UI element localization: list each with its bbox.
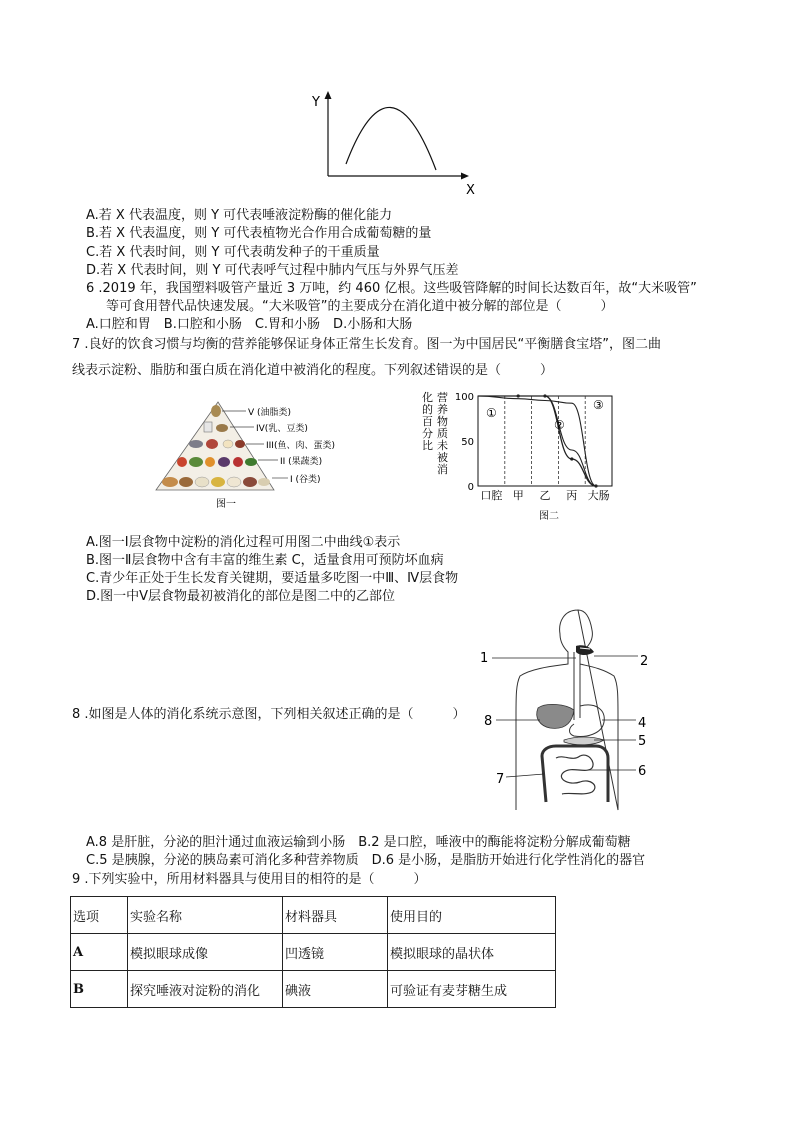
q8-options-line2: C.5 是胰腺，分泌的胰岛素可消化多种营养物质 D.6 是小肠，是脂肪开始进行化学性消化的器官 — [86, 853, 646, 868]
milk-icon — [204, 422, 212, 432]
series-3-point — [543, 394, 546, 397]
label-line-7 — [506, 774, 544, 777]
pyramid-level-iii: III(鱼、肉、蛋类) — [266, 441, 335, 451]
row-b-experiment: 探究唾液对淀粉的消化 — [128, 971, 283, 1008]
tomato-icon — [177, 457, 187, 467]
label-2: 2 — [640, 654, 649, 669]
header-purpose: 使用目的 — [388, 897, 556, 934]
food-pyramid-figure — [150, 398, 360, 514]
small-intestine — [556, 755, 595, 794]
y-axis-label: Y — [312, 95, 320, 110]
esophagus — [574, 652, 580, 720]
q7-option-d: D.图一中Ⅴ层食物最初被消化的部位是图二中的乙部位 — [86, 589, 396, 604]
corn-icon — [211, 477, 225, 487]
y-tick-label: 50 — [461, 437, 474, 448]
q5-option-c: C.若 X 代表时间，则 Y 可代表萌发种子的干重质量 — [86, 245, 380, 260]
q6-stem-line2: 等可食用替代品快速发展。“大米吸管”的主要成分在消化道中被分解的部位是（ ） — [106, 299, 614, 314]
figure1-caption: 图一 — [216, 499, 236, 510]
plot-frame — [478, 396, 612, 486]
series-3-point — [594, 484, 597, 487]
x-axis-label: X — [466, 183, 475, 198]
pyramid-level-iv: IV(乳、豆类) — [256, 424, 308, 434]
sweet-potato-icon — [243, 477, 257, 487]
bread-icon — [162, 477, 178, 487]
row-a-purpose: 模拟眼球的晶状体 — [388, 934, 556, 971]
q7-option-b: B.图一Ⅱ层食物中含有丰富的维生素 C，适量食用可预防坏血病 — [86, 553, 444, 568]
pyramid-level-ii: II (果蔬类) — [280, 457, 323, 467]
q8-options-line1: A.8 是肝脏，分泌的胆汁通过血液运输到小肠 B.2 是口腔，唾液中的酶能将淀粉分解成葡萄糖 — [86, 835, 631, 850]
egg-icon — [223, 440, 233, 448]
label-7: 7 — [496, 772, 505, 787]
label-4: 4 — [638, 716, 647, 731]
apple-icon — [233, 457, 243, 467]
x-category-label: 大肠 — [587, 489, 610, 502]
y-label-col-1: 化的百分比 — [422, 391, 433, 452]
pyramid-level-i: I (谷类) — [290, 475, 321, 485]
table-row — [71, 934, 556, 971]
row-a-materials: 凹透镜 — [283, 934, 388, 971]
y-axis-arrow — [325, 91, 332, 99]
y-axis-label — [422, 390, 448, 476]
row-b-purpose: 可验证有麦芽糖生成 — [388, 971, 556, 1008]
bun-icon — [227, 477, 241, 487]
pyramid-level-v: V (油脂类) — [248, 408, 292, 418]
row-b-materials: 碘液 — [283, 971, 388, 1008]
table-row — [71, 971, 556, 1008]
header-materials: 材料器具 — [283, 897, 388, 934]
q7-stem-line1: 7 .良好的饮食习惯与均衡的营养能够保证身体正常生长发育。图一为中国居民“平衡膳食宝塔”，图二曲 — [72, 337, 662, 352]
series-3-point — [517, 394, 520, 397]
orange-icon — [205, 457, 215, 467]
figure2-caption: 图二 — [539, 511, 559, 522]
label-1: 1 — [480, 651, 489, 666]
q5-option-a: A.若 X 代表温度，则 Y 可代表唾液淀粉酶的催化能力 — [86, 208, 393, 223]
row-b-option: B — [71, 971, 128, 1008]
series-label-1: ① — [486, 406, 497, 420]
pepper-icon — [245, 458, 257, 466]
q5-option-d: D.若 X 代表时间，则 Y 可代表呼气过程中肺内气压与外界气压差 — [86, 263, 459, 278]
label-5: 5 — [638, 734, 647, 749]
series-label-3: ③ — [593, 398, 604, 412]
liver — [537, 704, 574, 728]
series-label-2: ② — [554, 418, 565, 432]
x-category-label: 丙 — [566, 489, 578, 502]
stomach — [570, 705, 605, 737]
xy-curve-graph — [300, 88, 490, 200]
x-category-label: 乙 — [539, 489, 551, 502]
cabbage-icon — [189, 457, 203, 467]
label-6: 6 — [638, 764, 647, 779]
rice-icon — [195, 477, 209, 487]
header-experiment: 实验名称 — [128, 897, 283, 934]
fish-icon — [189, 440, 203, 448]
table-header-row — [71, 897, 556, 934]
q7-stem-line2: 线表示淀粉、脂肪和蛋白质在消化道中被消化的程度。下列叙述错误的是（ ） — [72, 363, 554, 378]
x-category-label: 甲 — [512, 489, 524, 502]
meat-icon — [206, 439, 218, 449]
grapes-icon — [218, 457, 230, 467]
header-option: 选项 — [71, 897, 128, 934]
row-a-option: A — [71, 934, 128, 971]
q8-stem: 8 .如图是人体的消化系统示意图，下列相关叙述正确的是（ ） — [72, 707, 466, 722]
x-category-label: 口腔 — [480, 489, 503, 502]
label-8: 8 — [484, 714, 493, 729]
oil-bottle-icon — [211, 405, 221, 417]
x-axis-arrow — [461, 173, 469, 180]
digestive-system-figure — [476, 606, 668, 816]
q7-option-a: A.图一Ⅰ层食物中淀粉的消化过程可用图二中曲线①表示 — [86, 535, 401, 550]
q6-options: A.口腔和胃 B.口腔和小肠 C.胃和小肠 D.小肠和大肠 — [86, 317, 413, 332]
mouth-icon — [576, 645, 594, 655]
meat-icon-2 — [235, 440, 245, 448]
beans-icon — [216, 424, 228, 432]
y-label-col-2: 营养物质未被消 — [437, 391, 448, 476]
y-tick-label: 100 — [454, 392, 474, 403]
series-3-point — [570, 457, 573, 460]
noodle-icon — [258, 478, 270, 486]
pancreas — [564, 737, 604, 745]
q6-stem-line1: 6 .2019 年，我国塑料吸管产量近 3 万吨，约 460 亿根。这些吸管降解的时间长达数百年，故“大米吸管” — [86, 281, 697, 296]
potato-icon — [179, 477, 193, 487]
q9-stem: 9 .下列实验中，所用材料器具与使用目的相符的是（ ） — [72, 872, 427, 887]
curve — [346, 107, 436, 170]
y-tick-label: 0 — [467, 482, 474, 493]
experiment-table — [70, 896, 556, 1008]
q5-option-b: B.若 X 代表温度，则 Y 可代表植物光合作用合成葡萄糖的量 — [86, 226, 432, 241]
row-a-experiment: 模拟眼球成像 — [128, 934, 283, 971]
q7-option-c: C.青少年正处于生长发育关键期，要适量多吃图一中Ⅲ、Ⅳ层食物 — [86, 571, 459, 586]
digestion-line-chart — [418, 386, 650, 526]
